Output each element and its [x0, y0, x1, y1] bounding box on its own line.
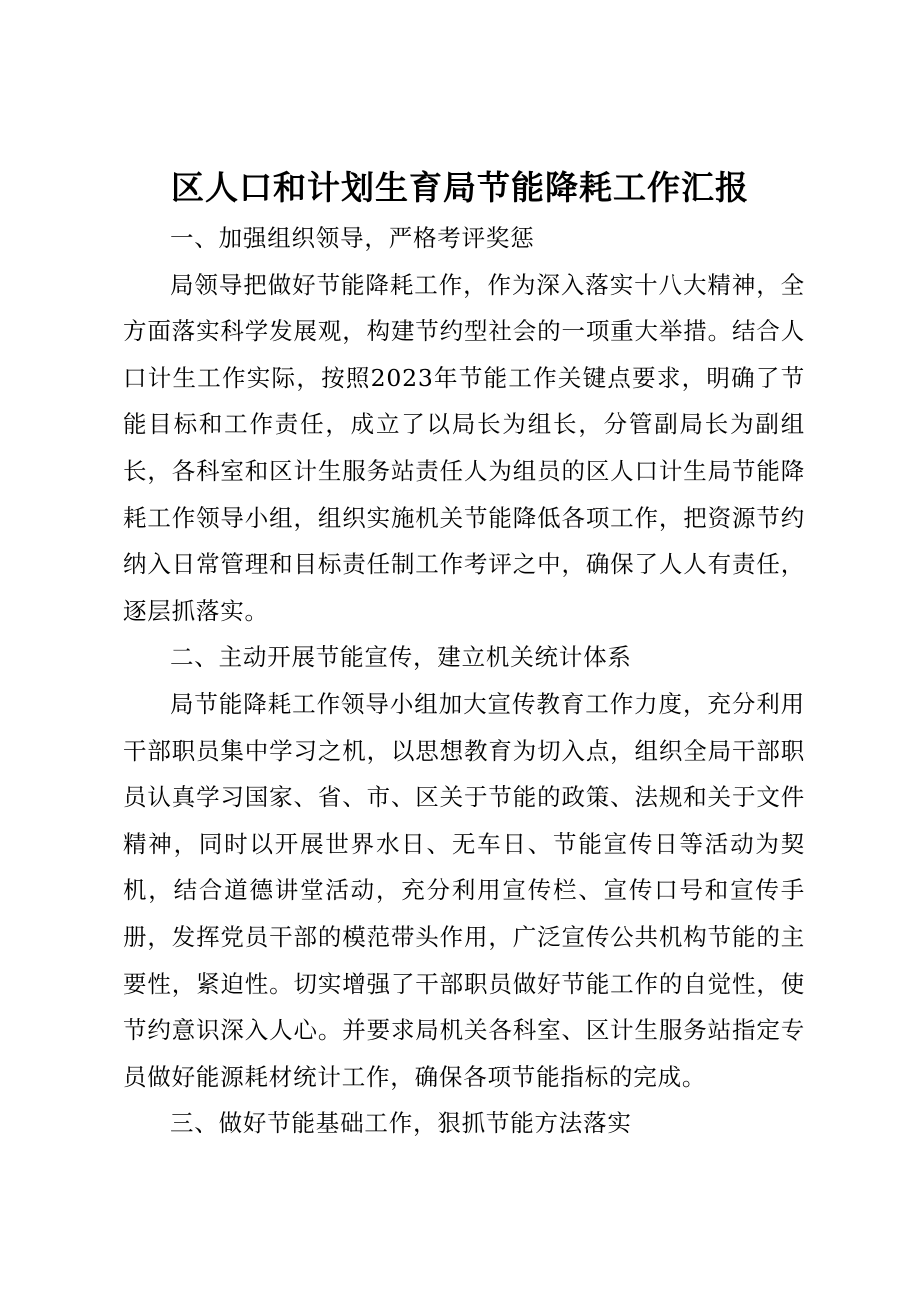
- section-heading-2: 二、主动开展节能宣传，建立机关统计体系: [170, 643, 632, 672]
- section-heading-1: 一、加强组织领导，严格考评奖惩: [170, 224, 535, 252]
- paragraph-1: 局领导把做好节能降耗工作，作为深入落实十八大精神，全方面落实科学发展观，构建节约型社会的一项重大举措。结合人口计生工作实际，按照2023年节能工作关键点要求，明确了节能目标和工作责任，成立了以局长为组长，分管副局长为副组长，各科室和区计生服务站责任人为组员的区人口计生局节能降耗工作领导小组，组织实施机关节能降低各项工作，把资源节约纳入日常管理和目标责任制工作考评之中，确保了人人有责任，逐层抓落实。: [123, 270, 805, 625]
- document-body: [123, 215, 805, 1147]
- document-title: 区人口和计划生育局节能降耗工作汇报: [171, 168, 749, 207]
- paragraph-2: 局节能降耗工作领导小组加大宣传教育工作力度，充分利用干部职员集中学习之机，以思想教育为切入点，组织全局干部职员认真学习国家、省、市、区关于节能的政策、法规和关于文件精神，同时以开展世界水日、无车日、节能宣传日等活动为契机，结合道德讲堂活动，充分利用宣传栏、宣传口号和宣传手册，发挥党员干部的模范带头作用，广泛宣传公共机构节能的主要性，紧迫性。切实增强了干部职员做好节能工作的自觉性，使节约意识深入人心。并要求局机关各科室、区计生服务站指定专员做好能源耗材统计工作，确保各项节能指标的完成。: [123, 689, 805, 1091]
- section-heading-3: 三、做好节能基础工作，狠抓节能方法落实: [170, 1109, 632, 1138]
